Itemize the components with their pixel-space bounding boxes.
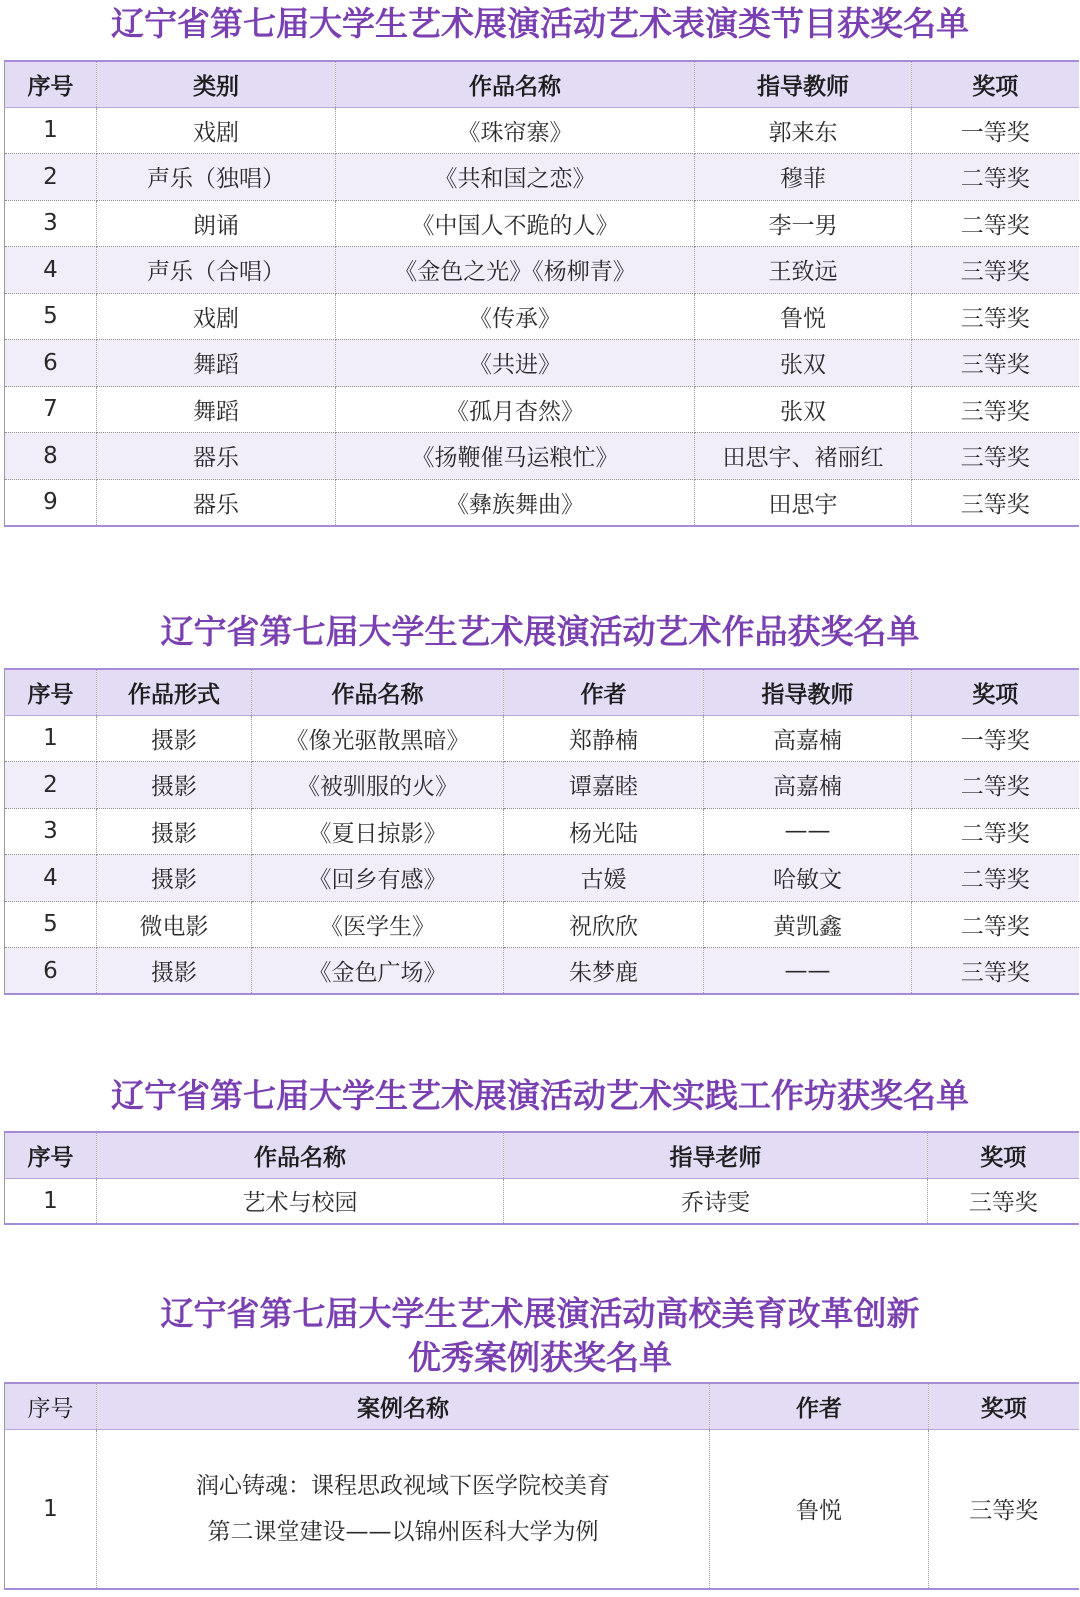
table-row [5,200,1079,247]
header-award: 奖项 [929,1383,1079,1429]
cell-work-name: 《彝族舞曲》 [336,479,695,526]
cell-work-form: 摄影 [97,948,252,995]
table-header-row [5,1383,1079,1429]
cell-index: 4 [5,855,97,902]
cell-work-name: 《夏日掠影》 [252,808,504,855]
cell-author: 杨光陆 [504,808,704,855]
cell-work-name: 《医学生》 [252,901,504,948]
cell-instructor: 张双 [695,340,912,387]
table-row [5,901,1079,948]
table-row [5,1178,1079,1224]
cell-award: 三等奖 [912,293,1079,340]
cell-instructor: 高嘉楠 [704,762,912,809]
cell-category: 器乐 [97,433,336,480]
table-row [5,386,1079,433]
cell-award: 二等奖 [912,855,1079,902]
cell-award: 二等奖 [912,200,1079,247]
cell-category: 朗诵 [97,200,336,247]
header-work-form: 作品形式 [97,669,252,715]
table-row [5,808,1079,855]
cases-table [4,1382,1079,1590]
cell-index: 7 [5,386,97,433]
cell-award: 三等奖 [912,386,1079,433]
cell-category: 舞蹈 [97,386,336,433]
cell-instructor: 张双 [695,386,912,433]
cell-instructor: 田思宇 [695,479,912,526]
cell-work-name: 《被驯服的火》 [252,762,504,809]
header-category: 类别 [97,61,336,107]
cell-work-name: 《传承》 [336,293,695,340]
cell-award: 三等奖 [928,1178,1079,1224]
header-author: 作者 [710,1383,929,1429]
cell-index: 2 [5,154,97,201]
cell-award: 三等奖 [912,479,1079,526]
header-index: 序号 [5,61,97,107]
cell-work-name: 《扬鞭催马运粮忙》 [336,433,695,480]
header-index: 序号 [5,1132,97,1178]
table-header-row [5,61,1079,107]
cell-instructor: 鲁悦 [695,293,912,340]
cell-award: 三等奖 [912,247,1079,294]
cell-award: 三等奖 [912,948,1079,995]
table-header-row [5,1132,1079,1178]
cell-work-form: 微电影 [97,901,252,948]
header-instructor: 指导教师 [704,669,912,715]
cell-instructor: 郭来东 [695,107,912,154]
cell-work-name: 《珠帘寨》 [336,107,695,154]
cell-index: 6 [5,340,97,387]
cell-instructor: 乔诗雯 [504,1178,928,1224]
table-row [5,247,1079,294]
table-row [5,107,1079,154]
performance-table [4,60,1079,527]
cell-work-name: 艺术与校园 [97,1178,504,1224]
header-award: 奖项 [912,61,1079,107]
cell-category: 戏剧 [97,107,336,154]
cases-title-line2: 优秀案例获奖名单 [408,1338,672,1377]
cell-index: 8 [5,433,97,480]
cell-work-form: 摄影 [97,715,252,762]
header-award: 奖项 [912,669,1079,715]
cell-instructor: 黄凯鑫 [704,901,912,948]
table-row [5,715,1079,762]
workshop-table [4,1131,1079,1225]
header-index: 序号 [5,669,97,715]
cell-index: 9 [5,479,97,526]
cell-index: 3 [5,808,97,855]
header-case-name: 案例名称 [97,1383,710,1429]
cell-author: 郑静楠 [504,715,704,762]
cell-index: 4 [5,247,97,294]
cell-instructor: —— [704,808,912,855]
cell-author: 祝欣欣 [504,901,704,948]
cell-index: 1 [5,715,97,762]
workshop-title: 辽宁省第七届大学生艺术展演活动艺术实践工作坊获奖名单 [111,1076,969,1115]
cell-category: 声乐（独唱） [97,154,336,201]
artworks-table [4,668,1079,995]
cell-work-name: 《共进》 [336,340,695,387]
table-row [5,762,1079,809]
cell-award: 三等奖 [912,340,1079,387]
cell-author: 谭嘉睦 [504,762,704,809]
cell-work-form: 摄影 [97,808,252,855]
cell-work-form: 摄影 [97,855,252,902]
table-row [5,154,1079,201]
table-row [5,948,1079,995]
cell-index: 5 [5,293,97,340]
cell-award: 一等奖 [912,715,1079,762]
header-author: 作者 [504,669,704,715]
cell-award: 三等奖 [929,1429,1079,1589]
header-work-name: 作品名称 [252,669,504,715]
cell-instructor: 李一男 [695,200,912,247]
cell-category: 戏剧 [97,293,336,340]
header-instructor: 指导老师 [504,1132,928,1178]
cell-index: 5 [5,901,97,948]
cell-work-name: 《像光驱散黑暗》 [252,715,504,762]
header-work-name: 作品名称 [336,61,695,107]
cell-index: 1 [5,107,97,154]
header-work-name: 作品名称 [97,1132,504,1178]
cell-index: 1 [5,1429,97,1589]
cell-author: 朱梦鹿 [504,948,704,995]
cell-category: 器乐 [97,479,336,526]
header-award: 奖项 [928,1132,1079,1178]
cell-award: 二等奖 [912,762,1079,809]
cell-instructor: 高嘉楠 [704,715,912,762]
artworks-title: 辽宁省第七届大学生艺术展演活动艺术作品获奖名单 [160,612,920,651]
cell-category: 声乐（合唱） [97,247,336,294]
cell-category: 舞蹈 [97,340,336,387]
cell-instructor: 穆菲 [695,154,912,201]
cell-work-name: 《金色广场》 [252,948,504,995]
cell-instructor: 王致远 [695,247,912,294]
cell-instructor: —— [704,948,912,995]
cell-instructor: 哈敏文 [704,855,912,902]
cell-work-name: 《共和国之恋》 [336,154,695,201]
header-instructor: 指导教师 [695,61,912,107]
cell-award: 一等奖 [912,107,1079,154]
cell-award: 二等奖 [912,901,1079,948]
cell-work-name: 《回乡有感》 [252,855,504,902]
cell-index: 3 [5,200,97,247]
cell-work-name: 《孤月杳然》 [336,386,695,433]
header-index: 序号 [5,1383,97,1429]
cell-award: 二等奖 [912,808,1079,855]
cell-instructor: 田思宇、褚丽红 [695,433,912,480]
table-row [5,855,1079,902]
table-row [5,479,1079,526]
cell-award: 三等奖 [912,433,1079,480]
cell-author: 古媛 [504,855,704,902]
cell-author: 鲁悦 [710,1429,929,1589]
case-name-line2: 第二课堂建设——以锦州医科大学为例 [207,1518,599,1545]
table-row [5,1429,1079,1589]
cell-index: 6 [5,948,97,995]
performance-title: 辽宁省第七届大学生艺术展演活动艺术表演类节目获奖名单 [111,4,969,43]
cell-work-form: 摄影 [97,762,252,809]
cell-index: 1 [5,1178,97,1224]
table-row [5,293,1079,340]
cell-work-name: 《金色之光》《杨柳青》 [336,247,695,294]
cell-case-name [97,1429,710,1589]
cell-index: 2 [5,762,97,809]
cell-award: 二等奖 [912,154,1079,201]
table-header-row [5,669,1079,715]
case-name-line1: 润心铸魂：课程思政视域下医学院校美育 [196,1472,610,1499]
cell-work-name: 《中国人不跪的人》 [336,200,695,247]
table-row [5,433,1079,480]
table-row [5,340,1079,387]
cases-title-line1: 辽宁省第七届大学生艺术展演活动高校美育改革创新 [160,1294,920,1333]
